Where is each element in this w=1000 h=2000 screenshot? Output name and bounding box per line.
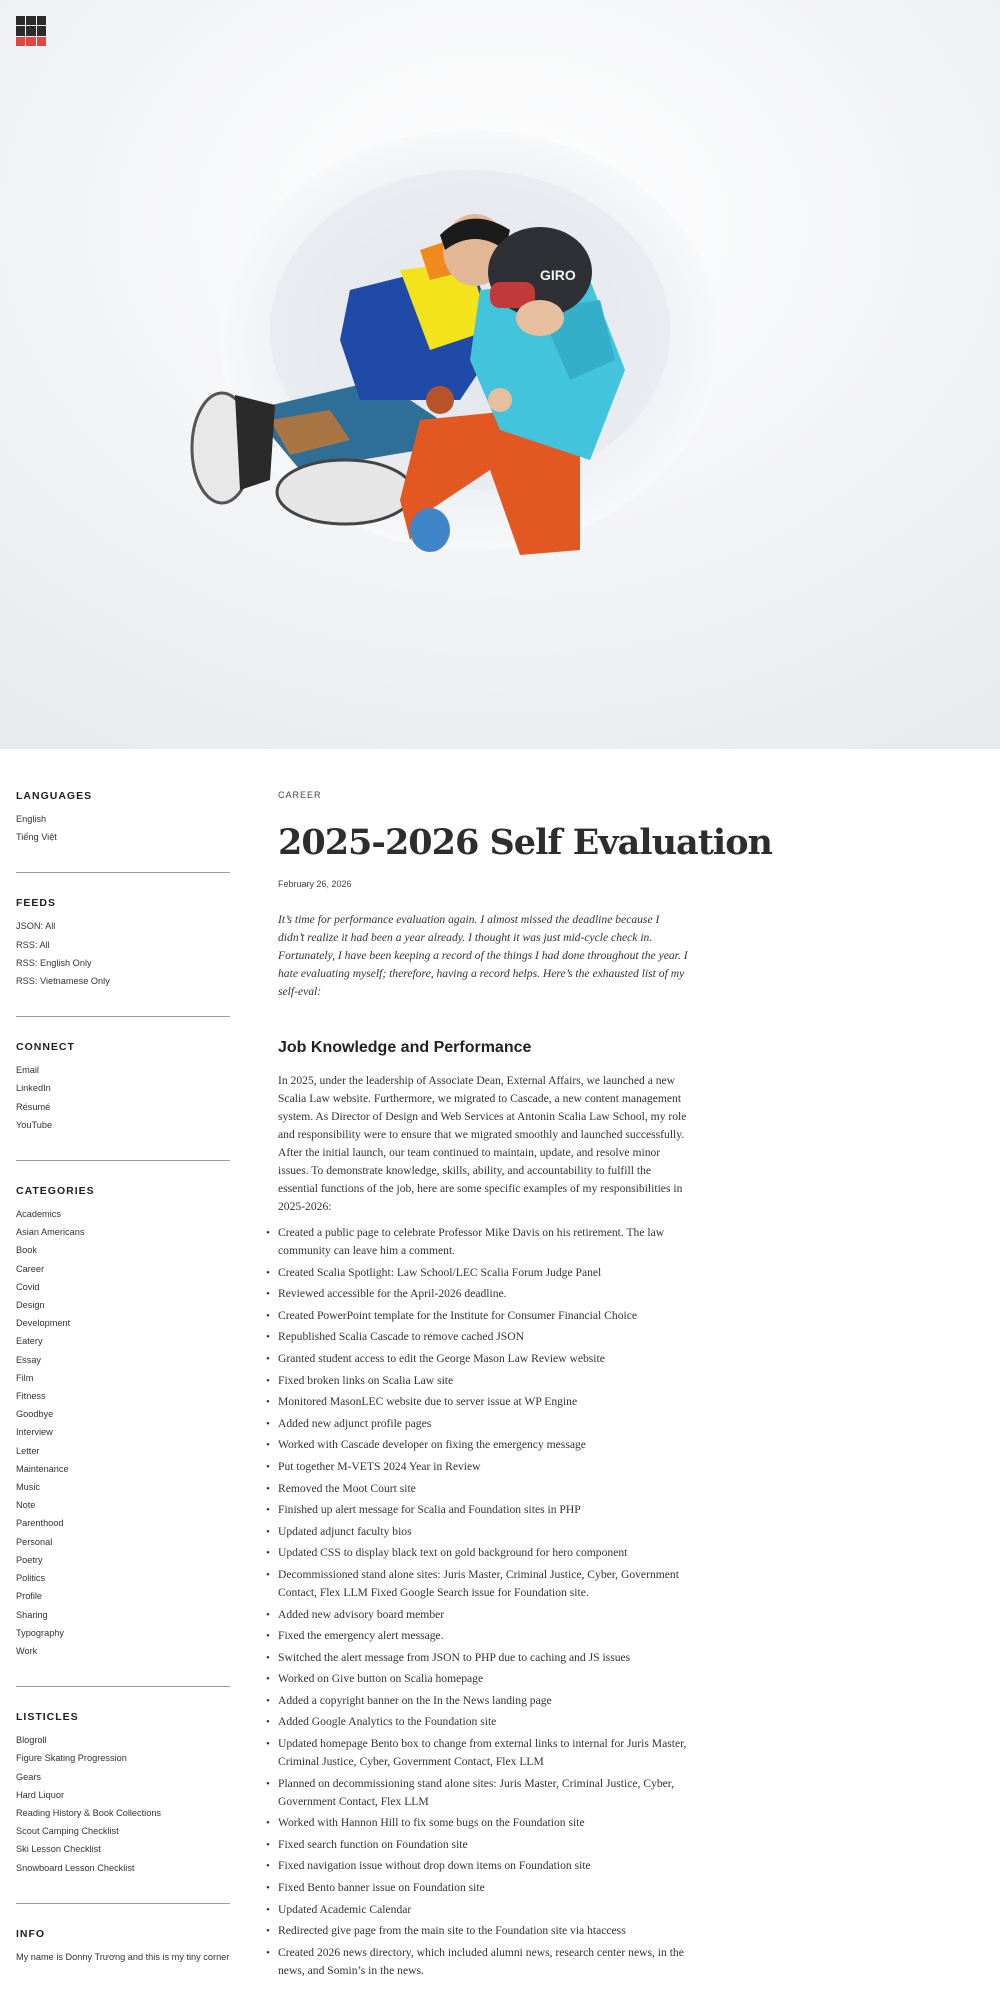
language-link[interactable]: Tiếng Việt bbox=[16, 832, 57, 843]
category-link[interactable]: Work bbox=[16, 1645, 38, 1656]
category-link[interactable]: Typography bbox=[16, 1627, 65, 1638]
feed-link[interactable]: JSON: All bbox=[16, 921, 56, 932]
article-category-link[interactable]: CAREER bbox=[278, 790, 322, 800]
sidebar-categories bbox=[16, 1185, 230, 1687]
article-intro: It’s time for performance evaluation again. I almost missed the deadline because I didn’t realize it had been a year already. I thought it was just mid-cycle check in. Fortunately, I have been keeping a record of the things I had done throughout the year. I hate evaluating myself; therefore, having a record helps. Here’s the exhausted list of my self-eval: bbox=[278, 913, 688, 998]
sidebar-languages bbox=[16, 790, 230, 873]
connect-link[interactable]: YouTube bbox=[16, 1119, 53, 1130]
sidebar-categories-title: CATEGORIES bbox=[16, 1185, 95, 1198]
category-link[interactable]: Personal bbox=[16, 1536, 53, 1547]
language-link-list bbox=[16, 810, 230, 846]
task-item: • Created PowerPoint template for the Institute for Consumer Financial Choice bbox=[278, 1307, 688, 1325]
category-link[interactable]: Goodbye bbox=[16, 1409, 54, 1420]
connect-link[interactable]: LinkedIn bbox=[16, 1083, 51, 1094]
listicle-link[interactable]: Hard Liquor bbox=[16, 1789, 65, 1800]
connect-link[interactable]: Résumé bbox=[16, 1101, 51, 1112]
language-link[interactable]: English bbox=[16, 814, 47, 824]
task-item: • Added new advisory board member bbox=[278, 1606, 688, 1624]
article bbox=[278, 790, 772, 1983]
category-link[interactable]: Covid bbox=[16, 1281, 40, 1292]
task-item: • Fixed search function on Foundation site bbox=[278, 1836, 688, 1854]
task-item: • Redirected give page from the main site to the Foundation site via htaccess bbox=[278, 1922, 688, 1940]
section-heading: Job Knowledge and Performance bbox=[278, 1039, 532, 1056]
task-item: • Worked with Cascade developer on fixing the emergency message bbox=[278, 1436, 688, 1454]
category-link[interactable]: Fitness bbox=[16, 1391, 46, 1402]
task-item: • Planned on decommissioning stand alone sites: Juris Master, Criminal Justice, Cyber, Government Contact, Flex LLM bbox=[278, 1775, 688, 1811]
listicle-link[interactable]: Ski Lesson Checklist bbox=[16, 1844, 101, 1855]
sidebar-connect-title: CONNECT bbox=[16, 1041, 75, 1054]
sidebar-listicles bbox=[16, 1711, 230, 1904]
task-item: • Finished up alert message for Scalia and Foundation sites in PHP bbox=[278, 1501, 688, 1519]
category-link[interactable]: Eatery bbox=[16, 1336, 43, 1347]
task-item: • Reviewed accessible for the April-2026 deadline. bbox=[278, 1285, 688, 1303]
sidebar-feeds-title: FEEDS bbox=[16, 897, 57, 910]
listicle-link[interactable]: Snowboard Lesson Checklist bbox=[16, 1862, 135, 1873]
task-item: • Updated homepage Bento box to change from external links to internal for Juris Master, Criminal Justice, Cyber, Government Contact, Flex LLM bbox=[278, 1735, 688, 1771]
task-list bbox=[278, 1224, 688, 1980]
category-link-list bbox=[16, 1205, 230, 1660]
task-item: • Created a public page to celebrate Professor Mike Davis on his retirement. The law community can leave him a comment. bbox=[278, 1224, 688, 1260]
category-link[interactable]: Sharing bbox=[16, 1609, 48, 1620]
feed-link[interactable]: RSS: English Only bbox=[16, 957, 92, 968]
task-item: • Added new adjunct profile pages bbox=[278, 1415, 688, 1433]
task-item: • Fixed Bento banner issue on Foundation site bbox=[278, 1879, 688, 1897]
section-body: In 2025, under the leadership of Associate Dean, External Affairs, we launched a new Scalia Law website. Furthermore, we migrated to Cascade, a new content management system. As Director of Design and Web Services at Antonin Scalia Law School, my role and responsibility were to ensure that we migrated smoothly and launched successfully. After the initial launch, our team continued to maintain, update, and resolve minor issues. To demonstrate knowledge, skills, ability, and accountability to fulfill the essential functions of the job, here are some specific examples of my responsibilities in 2025-2026: bbox=[278, 1074, 687, 1213]
site-logo-icon[interactable] bbox=[16, 16, 46, 46]
sidebar-listicles-title: LISTICLES bbox=[16, 1711, 79, 1724]
task-item: • Fixed the emergency alert message. bbox=[278, 1627, 688, 1645]
sidebar-info-text: My name is Donny Trương and this is my tiny corner bbox=[16, 1951, 230, 1962]
task-item: • Added a copyright banner on the In the News landing page bbox=[278, 1692, 688, 1710]
category-link[interactable]: Note bbox=[16, 1500, 36, 1511]
category-link[interactable]: Interview bbox=[16, 1427, 53, 1438]
task-item: • Worked on Give button on Scalia homepage bbox=[278, 1670, 688, 1688]
category-link[interactable]: Poetry bbox=[16, 1554, 43, 1565]
category-link[interactable]: Essay bbox=[16, 1354, 42, 1365]
task-item: • Worked with Hannon Hill to fix some bugs on the Foundation site bbox=[278, 1814, 688, 1832]
svg-text:GIRO: GIRO bbox=[540, 267, 576, 283]
hero-image bbox=[0, 0, 1000, 749]
sidebar-info-title: INFO bbox=[16, 1927, 46, 1940]
listicle-link[interactable]: Blogroll bbox=[16, 1735, 47, 1746]
sidebar-connect bbox=[16, 1041, 230, 1161]
category-link[interactable]: Maintenance bbox=[16, 1463, 69, 1474]
task-item: • Fixed navigation issue without drop down items on Foundation site bbox=[278, 1857, 688, 1875]
task-item: • Updated CSS to display black text on gold background for hero component bbox=[278, 1544, 688, 1562]
category-link[interactable]: Career bbox=[16, 1263, 45, 1274]
article-title: 2025-2026 Self Evaluation bbox=[278, 822, 772, 863]
category-link[interactable]: Politics bbox=[16, 1573, 46, 1584]
sidebar-info bbox=[16, 1928, 230, 1992]
task-item: • Removed the Moot Court site bbox=[278, 1480, 688, 1498]
connect-link[interactable]: Email bbox=[16, 1065, 39, 1076]
category-link[interactable]: Letter bbox=[16, 1445, 40, 1456]
feed-link[interactable]: RSS: All bbox=[16, 939, 50, 950]
category-link[interactable]: Development bbox=[16, 1318, 71, 1329]
feed-link[interactable]: RSS: Vietnamese Only bbox=[16, 976, 110, 987]
task-item: • Created Scalia Spotlight: Law School/LEC Scalia Forum Judge Panel bbox=[278, 1264, 688, 1282]
category-link[interactable]: Parenthood bbox=[16, 1518, 64, 1529]
task-item: • Fixed broken links on Scalia Law site bbox=[278, 1372, 688, 1390]
task-item: • Switched the alert message from JSON to PHP due to caching and JS issues bbox=[278, 1649, 688, 1667]
task-item: • Decommissioned stand alone sites: Juris Master, Criminal Justice, Cyber, Government Contact, Flex LLM Fixed Google Search issue for Foundation site. bbox=[278, 1566, 688, 1602]
task-item: • Added Google Analytics to the Foundation site bbox=[278, 1713, 688, 1731]
category-link[interactable]: Academics bbox=[16, 1209, 61, 1220]
listicle-link[interactable]: Reading History & Book Collections bbox=[16, 1807, 162, 1818]
listicle-link[interactable]: Gears bbox=[16, 1771, 42, 1782]
listicle-link[interactable]: Scout Camping Checklist bbox=[16, 1826, 119, 1837]
connect-link-list bbox=[16, 1061, 230, 1134]
sidebar-languages-title: LANGUAGES bbox=[16, 790, 93, 802]
feed-link-list bbox=[16, 917, 230, 990]
article-date: February 26, 2026 bbox=[278, 879, 352, 889]
listicle-link-list bbox=[16, 1731, 230, 1877]
sidebar-feeds bbox=[16, 897, 230, 1017]
listicle-link[interactable]: Figure Skating Progression bbox=[16, 1753, 127, 1764]
category-link[interactable]: Book bbox=[16, 1245, 37, 1256]
category-link[interactable]: Music bbox=[16, 1482, 40, 1493]
task-item: • Created 2026 news directory, which included alumni news, research center news, in the news, and Somin’s in the news. bbox=[278, 1944, 688, 1980]
task-item: • Republished Scalia Cascade to remove cached JSON bbox=[278, 1328, 688, 1346]
category-link[interactable]: Design bbox=[16, 1300, 45, 1311]
category-link[interactable]: Film bbox=[16, 1372, 34, 1383]
task-item: • Updated Academic Calendar bbox=[278, 1901, 688, 1919]
task-item: • Put together M-VETS 2024 Year in Review bbox=[278, 1458, 688, 1476]
task-item: • Updated adjunct faculty bios bbox=[278, 1523, 688, 1541]
category-link[interactable]: Asian Americans bbox=[16, 1227, 85, 1238]
task-item: • Monitored MasonLEC website due to server issue at WP Engine bbox=[278, 1393, 688, 1411]
hero-photo bbox=[0, 0, 1000, 749]
category-link[interactable]: Profile bbox=[16, 1591, 43, 1602]
sidebar bbox=[16, 790, 230, 2000]
task-item: • Granted student access to edit the George Mason Law Review website bbox=[278, 1350, 688, 1368]
